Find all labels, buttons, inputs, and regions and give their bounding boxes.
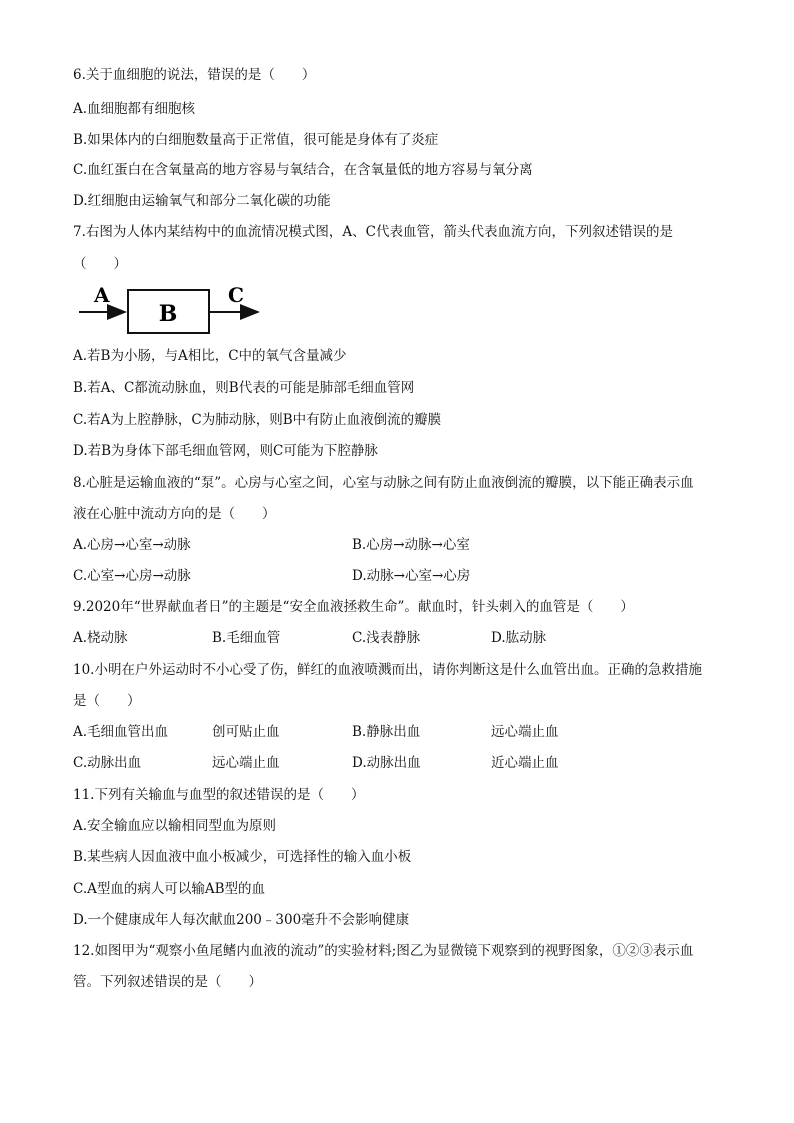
q8-option-d: D.动脉→心室→心房 — [352, 568, 471, 584]
q10-option-d-label: D.动脉出血 — [352, 755, 421, 771]
q11-option-d: D.一个健康成年人每次献血200﹣300毫升不会影响健康 — [73, 912, 410, 928]
q10-option-a-label: A.毛细血管出血 — [73, 724, 169, 740]
q12-stem-line2: 管。下列叙述错误的是（ ） — [73, 974, 262, 990]
q9-option-c: C.浅表静脉 — [352, 630, 421, 646]
q9-stem: 9.2020年“世界献血者日”的主题是“安全血液拯救生命”。献血时，针头刺入的血管是（ ） — [73, 599, 634, 615]
q6-option-b: B.如果体内的白细胞数量高于正常值，很可能是身体有了炎症 — [73, 132, 439, 148]
q9-option-d: D.肱动脉 — [491, 630, 547, 646]
q10-option-c-label: C.动脉出血 — [73, 755, 142, 771]
q8-stem-line1: 8.心脏是运输血液的“泵”。心房与心室之间，心室与动脉之间有防止血液倒流的瓣膜，以下能正确表示血 — [73, 475, 694, 491]
blood-flow-diagram — [78, 285, 278, 341]
q7-option-d: D.若B为身体下部毛细血管网，则C可能为下腔静脉 — [73, 443, 378, 459]
q10-option-c-measure: 远心端止血 — [212, 755, 280, 771]
q12-stem-line1: 12.如图甲为“观察小鱼尾鳍内血液的流动”的实验材料;图乙为显微镜下观察到的视野图象，①②③表示血 — [73, 943, 694, 959]
q6-option-c: C.血红蛋白在含氧量高的地方容易与氧结合，在含氧量低的地方容易与氧分离 — [73, 162, 533, 178]
q10-stem-line1: 10.小明在户外运动时不小心受了伤，鲜红的血液喷溅而出，请你判断这是什么血管出血。正确的急救措施 — [73, 662, 702, 678]
q10-option-b-measure: 远心端止血 — [491, 724, 559, 740]
q10-option-d-measure: 近心端止血 — [491, 755, 559, 771]
q11-option-a: A.安全输血应以输相同型血为原则 — [73, 818, 277, 834]
q8-option-a: A.心房→心室→动脉 — [73, 537, 191, 553]
q6-stem: 6.关于血细胞的说法，错误的是（ ） — [73, 67, 316, 83]
q10-option-b-label: B.静脉出血 — [352, 724, 421, 740]
q10-stem-line2: 是（ ） — [73, 693, 141, 709]
q6-option-a: A.血细胞都有细胞核 — [73, 101, 196, 117]
q9-option-b: B.毛细血管 — [212, 630, 281, 646]
label-b: B — [158, 301, 178, 327]
q6-option-d: D.红细胞由运输氧气和部分二氧化碳的功能 — [73, 193, 331, 209]
q9-option-a: A.桡动脉 — [73, 630, 128, 646]
label-c: C — [228, 285, 244, 307]
label-a: A — [94, 285, 110, 307]
q7-stem-line2: （ ） — [73, 256, 127, 272]
q8-option-b: B.心房→动脉→心室 — [352, 537, 470, 553]
q7-stem-line1: 7.右图为人体内某结构中的血流情况模式图，A、C代表血管，箭头代表血流方向，下列叙述错误的是 — [73, 224, 673, 240]
q11-stem: 11.下列有关输血与血型的叙述错误的是（ ） — [73, 787, 365, 803]
q11-option-c: C.A型血的病人可以输AB型的血 — [73, 881, 266, 897]
q10-option-a-measure: 创可贴止血 — [212, 724, 280, 740]
q8-option-c: C.心室→心房→动脉 — [73, 568, 191, 584]
q11-option-b: B.某些病人因血液中血小板减少，可选择性的输入血小板 — [73, 849, 412, 865]
q7-option-a: A.若B为小肠，与A相比，C中的氧气含量减少 — [73, 348, 347, 364]
q8-stem-line2: 液在心脏中流动方向的是（ ） — [73, 506, 276, 522]
q7-option-c: C.若A为上腔静脉，C为肺动脉，则B中有防止血液倒流的瓣膜 — [73, 412, 442, 428]
q7-option-b: B.若A、C都流动脉血，则B代表的可能是肺部毛细血管网 — [73, 380, 415, 396]
